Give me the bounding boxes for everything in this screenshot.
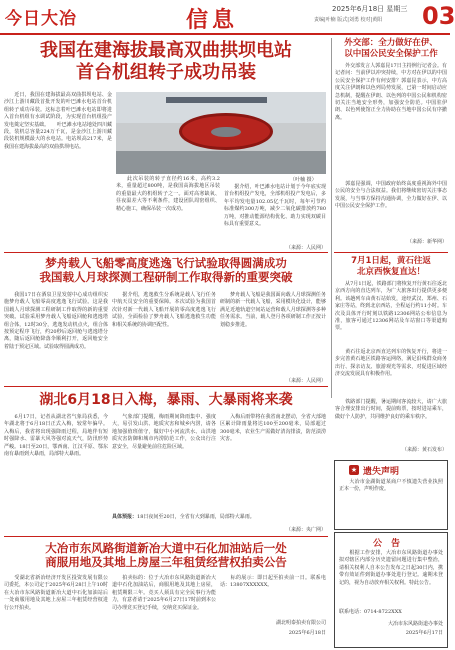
weather-body-col1: 6月17日，记者从湖北省气象局获悉，今年湖北将于6月18日正式入梅，较常年偏早。入梅后，我省将出现强降雨过程，局地伴有短时强降水、雷暴大风等强对流天气，防汛形势严峻。18日至20日，鄂西南、江汉平原、鄂东南有暴雨到大暴雨，局部特大暴雨。 <box>4 414 108 458</box>
auction-body-col1: 受湖北省新冶经济开发区投资发展有限公司委托，本公司定于2025年6月28日上午10时在大冶市东风路街道新冶大道中石化加油站后一处商服用地及其地上房屋三年租赁经营权进行公开拍卖。 <box>4 575 108 611</box>
mofa-headline-line2: 以中国公民安全保护工作 <box>344 48 438 59</box>
rail-headline-line1: 7月1日起，黄石往返 <box>351 256 431 266</box>
auction-headline-line1: 大冶市东风路街道新冶大道中石化加油站后一处 <box>45 541 287 555</box>
announcement-title: 公 告 <box>373 539 401 549</box>
newspaper-logo: 今日大冶 <box>5 9 77 29</box>
section-title: 信息 <box>186 8 239 33</box>
space-body-col3: 梦舟载人飞船是我国面向载人月球探测任务研制的新一代载人飞船，采用模块化设计，能够满足近地轨道空间站运营和载人月球探测等多种任务需求。当前，载人登月各项研制工作正按计划稳步推进。 <box>220 292 326 328</box>
auction-signer: 湖北明泰拍卖有限公司 <box>275 620 326 626</box>
announcement-box <box>334 532 448 648</box>
lead-body-col1: 近日，我国在建海拔最高双曲拱坝电站、金沙江上游川藏段首批开发的叶巴滩水电站首台机组转子成功吊装。这标志着叶巴滩水电站即将进入首台机组有水调试阶段，为实现首台机组投产发电奠定坚实基础。 叶巴滩水电站地处四川藏段，装机总容量224万千瓦，是金沙江上游川藏段装机规模最大的水电站。电站坝高217米，是我国在建海拔最高的双曲拱坝电站。 <box>4 92 112 150</box>
mofa-headline-line1: 外交部：全力做好在伊、 <box>344 38 438 48</box>
lead-body-col3: 据介绍，叶巴滩水电站计划于今年底实现首台机组投产发电，全部机组投产发电后，多年平均发电量102.05亿千瓦时，每年可节约标准煤约300万吨，减少二氧化碳排放约780万吨，对推动能源结构优化、助力实现双碳目标具有重要意义。 <box>224 184 326 228</box>
notice-icon: ★ <box>350 466 358 474</box>
space-source: （来源：人民网） <box>285 378 326 384</box>
announcement-body: 根据工作安排，大冶市东风路街道办事处拟对辖区内部分历史遗留问题进行集中整治，请相关权利人自本公告发布之日起30日内，携带有效证件到街道办事处进行登记。逾期未登记的，视为自动放弃相关权利。特此公告。 <box>339 550 443 586</box>
mofa-headline <box>334 38 448 59</box>
rail-headline <box>334 256 448 277</box>
forecast-note-text: 18日夜间至20日，全省有大到暴雨，局部特大暴雨。 <box>137 514 255 520</box>
page-number: 03 <box>422 2 455 30</box>
mofa-body: 外交部发言人郭嘉昆17日主持例行记者会。有记者问：当前伊以冲突持续，中方对在伊以的中国公民安全保护工作有何安排？郭嘉昆表示，中方高度关注伊朗和以色列局势发展，已第一时间启动应急机制，提醒在伊朗、以色列的中国公民和机构密切关注当地安全形势，加强安全防范。中国驻伊朗、以色列使馆正全力协助在当地中国公民有序撤离。 <box>335 63 447 121</box>
weather-source: （来源：央广网） <box>285 527 326 533</box>
issue-date: 2025年6月18日 星期三 <box>332 5 408 13</box>
loss-notice-title: 遗失声明 <box>363 467 400 477</box>
forecast-note-label: 具体预报： <box>112 514 138 520</box>
masthead <box>0 0 455 35</box>
auction-headline-line2: 商服用地及其地上房屋三年租赁经营权拍卖公告 <box>45 555 287 570</box>
mofa-source: （来源：新华网） <box>406 239 447 245</box>
rail-headline-line2: 北京西恢复直达！ <box>356 266 425 277</box>
mofa-body-2: 郭嘉昆强调，中国政府始终高度重视海外中国公民的安全与合法权益。我们将继续密切关注事态发展，与当事方保持沟通协调，全力做好在伊、以中国公民安全保护工作。 <box>335 181 447 210</box>
auction-date: 2025年6月18日 <box>288 630 326 636</box>
lead-body-col2: 此次吊装的转子直径约16米，高约3.2米，重量超过800吨，是我国高海拔地区吊装的重量最大的机组转子之一。面对高寒缺氧、昼夜温差大等不利条件，建设团队周密组织、精心施工，确保吊装一次成功。 <box>116 176 220 212</box>
lead-headline-line1: 我国在建海拔最高双曲拱坝电站 <box>40 40 292 61</box>
space-body-col1: 我国17日在酒泉卫星发射中心成功组织实施梦舟载人飞船零高度逃逸飞行试验。这是我国载人月球探测工程研制工作取得的新的重要突破。试验采用梦舟载人飞船返回舱和逃逸塔组合体，12时30分，逃逸发动机点火，组合体按预定程序飞行，约20秒后返回舱与逃逸塔分离，随后返回舱降落伞顺利打开，返回舱安全着陆于预定区域。试验取得圆满成功。 <box>4 292 108 350</box>
rail-body-3: 铁路部门提醒，暑运期间客流较大，请广大旅客合理安排出行时间，提前购票，按时进站乘车，做好个人防护，共同维护良好的乘车秩序。 <box>335 399 447 420</box>
column-divider <box>331 38 332 398</box>
announcement-signer: 大冶市东风路街道办事处 <box>387 621 443 627</box>
announcement-phone: 联系电话：0714-8722XXX <box>339 609 402 615</box>
rail-source: （来源：黄石发布） <box>401 447 447 453</box>
brief-divider <box>334 252 448 253</box>
weather-headline: 湖北6月18日入梅，暴雨、大暴雨将来袭 <box>39 392 293 408</box>
photo-credit: （叶楠 摄） <box>290 177 317 183</box>
announcement-date: 2025年6月17日 <box>405 630 443 636</box>
space-headline-line2: 我国载人月球探测工程研制工作取得新的重要突破 <box>39 270 293 285</box>
dam-rotor-photo <box>116 92 326 174</box>
space-headline <box>4 256 328 285</box>
auction-body-col3: 标的展示：即日起至拍卖前一日。联系电话：13807XXXXXX。 <box>220 575 326 589</box>
loss-notice-body: 大冶市金湖街道某商户不慎遗失营业执照正本一份，声明作废。 <box>339 479 443 493</box>
auction-headline <box>4 541 328 570</box>
rail-body: 从7月1日起，铁路部门将恢复开行黄石往返北京西方向的直达列车，为广大旅客出行提供更多便利。该趟列车由黄石站始发，途经武汉、郑州、石家庄等站，终到北京西站，全程运行约11小时。车次及具体开行时刻以铁路12306网站公布信息为准，旅客可通过12306网站及车站窗口等渠道购票。 <box>335 281 447 332</box>
space-headline-line1: 梦舟载人飞船零高度逃逸飞行试验取得圆满成功 <box>45 256 287 270</box>
rail-body-2: 黄石往返北京西直达列车的恢复开行，将进一步完善黄石地区铁路客运网络，满足沿线群众商务出行、探亲访友、旅游观光等需求，对促进区域经济交流发展具有积极作用。 <box>335 349 447 378</box>
weather-divider <box>4 386 328 387</box>
weather-forecast-note <box>112 514 262 530</box>
loss-notice-box <box>334 460 448 530</box>
auction-divider <box>4 536 328 537</box>
section-divider <box>4 252 328 253</box>
lead-headline <box>4 40 328 83</box>
lead-source: （来源：人民网） <box>285 245 326 251</box>
weather-body-col3: 入梅后雨带将在我省南北摆动，全省大部地区累计降雨量将达100至200毫米，局部超过300毫米，农业生产需做好清沟排渍，防范渍涝灾害。 <box>220 414 326 443</box>
lead-headline-line2: 首台机组转子成功吊装 <box>76 61 256 83</box>
auction-body-col2: 拍卖标的：位于大冶市东风路街道新冶大道中石化加油站后，商服用地及其地上房屋，租赁期限三年。竞买人须具有完全民事行为能力，有意者请于2025年6月27日17时前到本公司办理竞买登记手续，交纳竞买保证金。 <box>112 575 216 611</box>
space-body-col2: 据介绍，逃逸救生分系统是载人飞行任务中航天员安全的重要保障。本次试验为我国首次针对新一代载人飞船开展的零高度逃逸飞行试验，全面检验了梦舟载人飞船逃逸救生功能和相关系统的协调匹配性。 <box>112 292 216 328</box>
weather-body-col2: 气象部门提醒，梅雨期间降雨集中、强度大，易引发山洪、地质灾害和城乡内涝，请各地加强值班值守，做好中小河流洪水、山洪地质灾害防御和城市内涝防范工作，公众出行注意安全，尽量避免前往危险区域。 <box>112 414 216 450</box>
editor-credits: 责编|叶楠 版式|刘勇 校对|黄阳 <box>314 17 383 23</box>
